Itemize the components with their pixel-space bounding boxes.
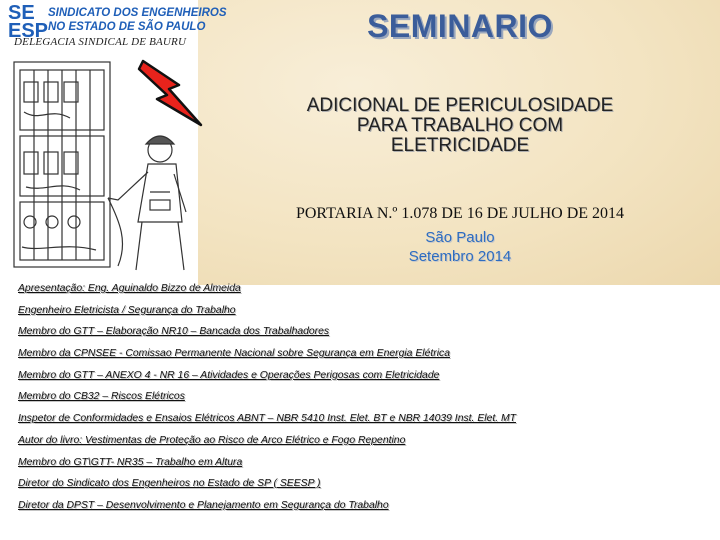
bio-line: Membro do GTT – Elaboração NR10 – Bancada dos Trabalhadores bbox=[18, 326, 330, 338]
bio-line: Autor do livro: Vestimentas de Proteção ao Risco de Arco Elétrico e Fogo Repentino bbox=[18, 434, 406, 446]
bio-line: Inspetor de Conformidades e Ensaios Elétricos ABNT – NBR 5410 Inst. Elet. BT e NBR 14039 Inst. Elet. MT bbox=[18, 413, 517, 425]
bio-line: Membro do GT\GTT- NR35 – Trabalho em Altura bbox=[18, 456, 243, 468]
bio-line: Diretor da DPST – Desenvolvimento e Planejamento em Segurança do Trabalho bbox=[18, 499, 389, 511]
logo-delegacia: DELEGACIA SINDICAL DE BAURU bbox=[14, 36, 187, 48]
seesp-logo bbox=[8, 2, 227, 48]
portaria-reference: PORTARIA N.º 1.078 DE 16 DE JULHO DE 2014 bbox=[295, 205, 625, 222]
event-date: Setembro 2014 bbox=[408, 248, 512, 265]
event-city: São Paulo bbox=[425, 229, 495, 246]
bio-line: Diretor do Sindicato dos Engenheiros no Estado de SP ( SEESP ) bbox=[18, 478, 321, 490]
bio-line: Apresentação: Eng. Aguinaldo Bizzo de Almeida bbox=[18, 283, 241, 294]
bio-line: Membro do GTT – ANEXO 4 - NR 16 – Atividades e Operações Perigosas com Eletricidade bbox=[18, 369, 440, 381]
logo-org-name: SINDICATO DOS ENGENHEIROS NO ESTADO DE SÃO PAULO bbox=[48, 7, 227, 33]
page-title: SEMINARIO bbox=[367, 8, 553, 44]
bio-line: Membro da CPNSEE - Comissao Permanente Nacional sobre Segurança em Energia Elétrica bbox=[18, 348, 450, 360]
lightning-bolt-icon bbox=[135, 55, 205, 135]
bio-line: Membro do CB32 – Riscos Elétricos bbox=[18, 391, 185, 403]
slide-subtitle: ADICIONAL DE PERICULOSIDADE PARA TRABALHO COM ELETRICIDADE bbox=[306, 95, 614, 156]
logo-mark: SE ESP bbox=[8, 2, 49, 42]
bio-line: Engenheiro Eletricista / Segurança do Trabalho bbox=[18, 304, 236, 316]
speaker-bio bbox=[18, 278, 708, 517]
